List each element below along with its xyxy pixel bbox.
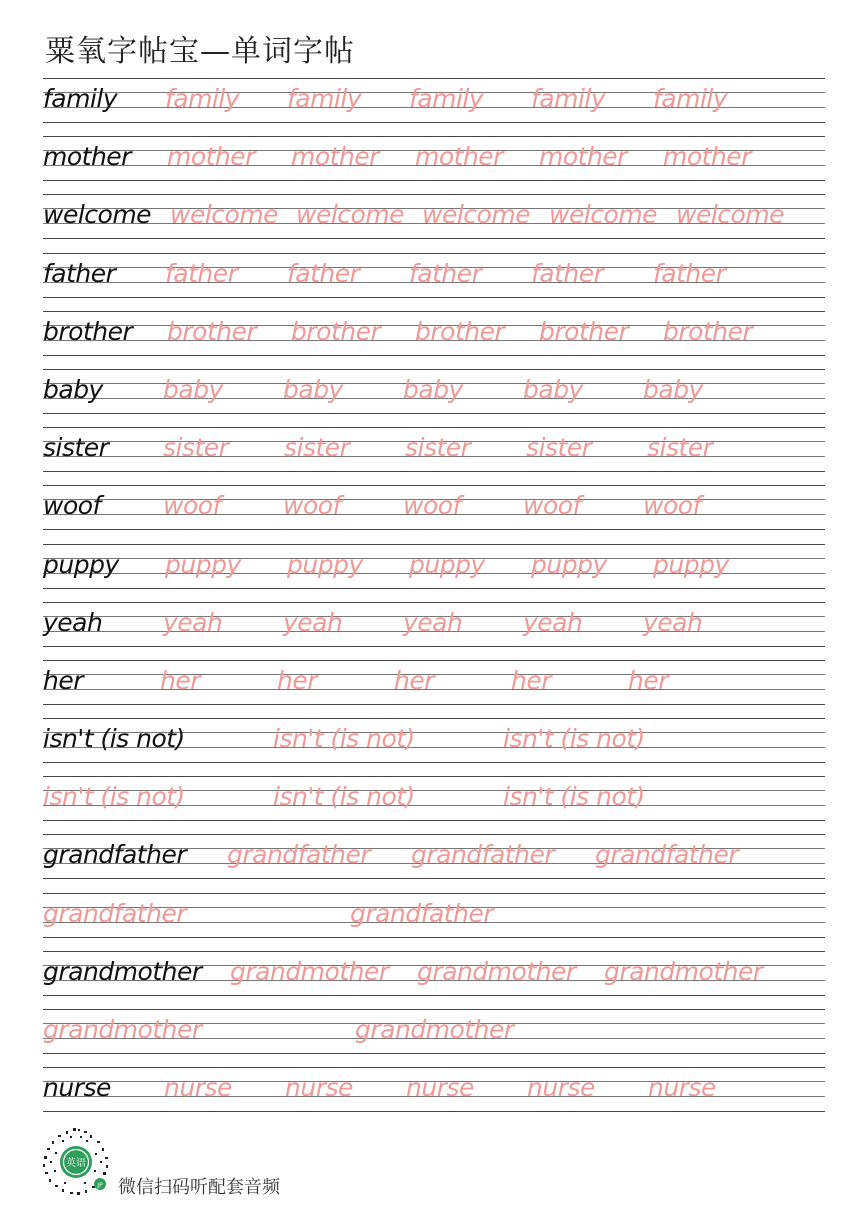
trace-word: nurse xyxy=(527,1073,595,1103)
trace-word: grandfather xyxy=(43,898,187,928)
qr-code-icon[interactable] xyxy=(40,1126,112,1198)
practice-row xyxy=(43,718,825,762)
practice-row xyxy=(43,194,825,238)
trace-word: grandfather xyxy=(595,840,739,870)
model-word: isn't (is not) xyxy=(43,724,185,754)
practice-row xyxy=(43,602,825,646)
trace-word: sister xyxy=(163,433,229,463)
trace-word: family xyxy=(531,84,606,113)
guide-line xyxy=(43,427,825,428)
trace-word: welcome xyxy=(422,200,531,230)
trace-word: baby xyxy=(403,374,463,404)
guide-line xyxy=(43,311,825,312)
guide-line xyxy=(43,78,825,79)
trace-word: yeah xyxy=(643,607,703,637)
trace-word: nurse xyxy=(648,1073,716,1103)
guide-line xyxy=(43,1009,825,1010)
trace-word: yeah xyxy=(523,607,583,637)
trace-word: welcome xyxy=(170,200,279,230)
guide-line xyxy=(43,1111,825,1112)
trace-word: grandfather xyxy=(350,898,494,928)
trace-word: yeah xyxy=(403,607,463,637)
trace-word: grandmother xyxy=(230,956,389,986)
trace-word: mother xyxy=(291,142,379,172)
practice-row xyxy=(43,136,825,180)
trace-word: nurse xyxy=(285,1073,353,1103)
trace-word: isn't (is not) xyxy=(503,782,645,812)
model-word: nurse xyxy=(43,1073,111,1103)
trace-word: woof xyxy=(643,491,701,521)
trace-word: baby xyxy=(643,374,703,404)
guide-line xyxy=(43,704,825,705)
trace-word: woof xyxy=(163,491,221,521)
model-word: baby xyxy=(43,374,103,404)
guide-line xyxy=(43,194,825,195)
trace-word: grandmother xyxy=(43,1015,202,1044)
trace-word: her xyxy=(511,665,552,695)
guide-line xyxy=(43,544,825,545)
trace-word: father xyxy=(409,258,482,288)
guide-line xyxy=(43,180,825,181)
model-word: yeah xyxy=(43,607,103,637)
model-word: grandmother xyxy=(43,956,202,986)
guide-line xyxy=(43,834,825,835)
model-word: her xyxy=(43,665,84,695)
model-word: family xyxy=(43,84,118,113)
guide-line xyxy=(43,355,825,356)
trace-word: family xyxy=(287,84,362,113)
trace-word: baby xyxy=(523,374,583,404)
model-word: sister xyxy=(43,433,109,463)
trace-word: brother xyxy=(291,316,381,346)
model-word: woof xyxy=(43,491,101,521)
trace-word: her xyxy=(394,665,435,695)
guide-line xyxy=(43,762,825,763)
guide-line xyxy=(43,529,825,530)
model-word: brother xyxy=(43,316,133,346)
trace-word: grandfather xyxy=(411,840,555,870)
trace-word: sister xyxy=(284,433,350,463)
trace-word: puppy xyxy=(531,549,607,579)
qr-corner-text: JP xyxy=(97,1182,103,1189)
trace-word: baby xyxy=(163,374,223,404)
practice-row xyxy=(43,776,825,820)
trace-word: isn't (is not) xyxy=(273,724,415,754)
trace-word: mother xyxy=(663,142,751,172)
trace-word: nurse xyxy=(164,1073,232,1103)
trace-word: woof xyxy=(523,491,581,521)
trace-word: sister xyxy=(647,433,713,463)
guide-line xyxy=(43,602,825,603)
practice-row xyxy=(43,1067,825,1111)
model-word: welcome xyxy=(43,200,152,230)
trace-word: puppy xyxy=(165,549,241,579)
guide-line xyxy=(43,937,825,938)
model-word: grandfather xyxy=(43,840,187,870)
model-word: puppy xyxy=(43,549,119,579)
trace-word: family xyxy=(409,84,484,113)
trace-word: puppy xyxy=(409,549,485,579)
guide-line xyxy=(43,485,825,486)
practice-row xyxy=(43,834,825,878)
guide-line xyxy=(43,369,825,370)
trace-word: family xyxy=(653,84,728,113)
practice-row xyxy=(43,78,825,122)
trace-word: father xyxy=(165,258,238,288)
trace-word: woof xyxy=(283,491,341,521)
trace-word: sister xyxy=(405,433,471,463)
practice-row xyxy=(43,311,825,355)
trace-word: father xyxy=(287,258,360,288)
guide-line xyxy=(43,951,825,952)
guide-line xyxy=(43,471,825,472)
guide-line xyxy=(43,297,825,298)
guide-line xyxy=(43,718,825,719)
trace-word: mother xyxy=(167,142,255,172)
guide-line xyxy=(43,1067,825,1068)
trace-word: brother xyxy=(663,316,753,346)
practice-row xyxy=(43,893,825,937)
trace-word: isn't (is not) xyxy=(503,724,645,754)
trace-word: welcome xyxy=(676,200,785,230)
trace-word: welcome xyxy=(296,200,405,230)
guide-line xyxy=(43,1053,825,1054)
practice-row xyxy=(43,660,825,704)
trace-word: sister xyxy=(526,433,592,463)
guide-line xyxy=(43,893,825,894)
trace-word: family xyxy=(165,84,240,113)
trace-word: brother xyxy=(415,316,505,346)
practice-row xyxy=(43,544,825,588)
footer xyxy=(40,1126,340,1206)
trace-word: isn't (is not) xyxy=(43,782,185,812)
guide-line xyxy=(43,136,825,137)
practice-row xyxy=(43,369,825,413)
page-title: 粟氧字帖宝—单词字帖 xyxy=(45,34,355,69)
practice-row xyxy=(43,485,825,529)
practice-row xyxy=(43,253,825,297)
trace-word: brother xyxy=(539,316,629,346)
guide-line xyxy=(43,238,825,239)
guide-line xyxy=(43,660,825,661)
guide-line xyxy=(43,122,825,123)
guide-line xyxy=(43,413,825,414)
trace-word: her xyxy=(277,665,318,695)
qr-caption: 微信扫码听配套音频 xyxy=(118,1177,280,1198)
trace-word: puppy xyxy=(653,549,729,579)
trace-word: brother xyxy=(167,316,257,346)
guide-line xyxy=(43,878,825,879)
guide-line xyxy=(43,995,825,996)
trace-word: puppy xyxy=(287,549,363,579)
guide-line xyxy=(43,820,825,821)
guide-line xyxy=(43,253,825,254)
guide-line xyxy=(43,588,825,589)
trace-word: baby xyxy=(283,374,343,404)
trace-word: her xyxy=(628,665,669,695)
trace-word: father xyxy=(531,258,604,288)
trace-word: welcome xyxy=(549,200,658,230)
trace-word: woof xyxy=(403,491,461,521)
trace-word: grandfather xyxy=(227,840,371,870)
model-word: mother xyxy=(43,142,131,172)
trace-word: mother xyxy=(415,142,503,172)
trace-word: yeah xyxy=(163,607,223,637)
qr-badge-text: 英语 xyxy=(66,1158,86,1169)
trace-word: mother xyxy=(539,142,627,172)
practice-row xyxy=(43,951,825,995)
trace-word: isn't (is not) xyxy=(273,782,415,812)
trace-word: father xyxy=(653,258,726,288)
trace-word: grandmother xyxy=(417,956,576,986)
trace-word: grandmother xyxy=(604,956,763,986)
trace-word: grandmother xyxy=(355,1015,514,1044)
practice-row xyxy=(43,1009,825,1053)
worksheet xyxy=(43,78,825,1125)
model-word: father xyxy=(43,258,116,288)
guide-line xyxy=(43,776,825,777)
trace-word: her xyxy=(160,665,201,695)
guide-line xyxy=(43,646,825,647)
practice-row xyxy=(43,427,825,471)
trace-word: yeah xyxy=(283,607,343,637)
trace-word: nurse xyxy=(406,1073,474,1103)
